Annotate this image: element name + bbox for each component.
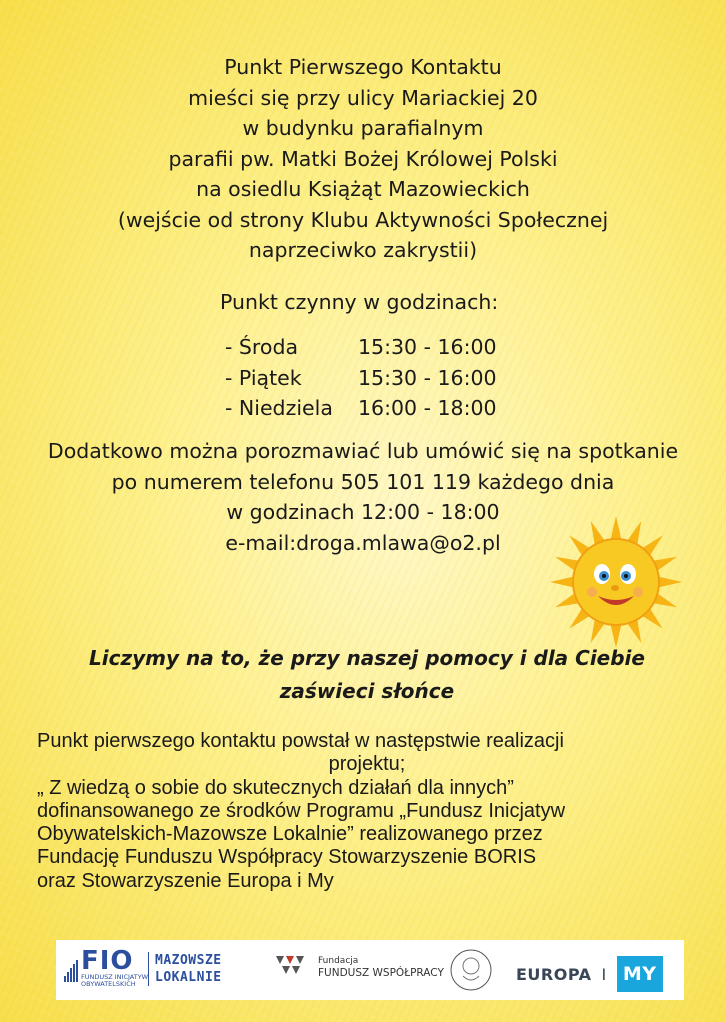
hours-day: - Środa: [225, 335, 299, 359]
my-badge: MY: [617, 956, 663, 992]
fio-bars-icon: [64, 954, 78, 982]
project-line: Punkt pierwszego kontaktu powstał w następstwie realizacji: [37, 730, 564, 752]
mazowsze-text: MAZOWSZE: [155, 953, 222, 968]
project-line: oraz Stowarzyszenie Europa i My: [37, 869, 334, 892]
mazowsze-lokalnie-logo: [148, 952, 222, 986]
project-info: [37, 730, 697, 893]
fws-line: FUNDUSZ WSPÓŁPRACY: [318, 967, 444, 979]
hours-row: [225, 363, 497, 394]
fio-subtitle: OBYWATELSKICH: [81, 980, 136, 988]
sponsor-logos-bar: [56, 940, 684, 1000]
hours-row: [225, 332, 497, 363]
slogan-line: Liczymy na to, że przy naszej pomocy i dla Ciebie: [89, 646, 645, 670]
contact-line: po numerem telefonu 505 101 119 każdego dnia: [111, 469, 615, 494]
address-line: Punkt Pierwszego Kontaktu: [224, 55, 502, 79]
address-line: w budynku parafialnym: [242, 116, 484, 140]
slogan-line: zaświeci słońce: [279, 679, 455, 703]
lokalnie-text: LOKALNIE: [155, 970, 222, 985]
boris-seal-icon: [448, 946, 494, 994]
hours-day: - Niedziela: [225, 396, 333, 420]
fio-mark: FIO: [81, 946, 134, 976]
address-line: naprzeciwko zakrystii): [248, 238, 478, 262]
europa-i-my-logo: [516, 956, 663, 992]
address-line: mieści się przy ulicy Mariackiej 20: [188, 85, 538, 110]
hours-time: 15:30 - 16:00: [358, 335, 497, 359]
address-line: na osiedlu Książąt Mazowieckich: [196, 177, 530, 201]
fio-logo: [64, 948, 148, 988]
project-line: „ Z wiedzą o sobie do skutecznych działań dla innych”: [37, 776, 514, 799]
contact-line: w godzinach 12:00 - 18:00: [226, 500, 500, 524]
hours-row: [225, 393, 497, 424]
contact-line: Dodatkowo można porozmawiać lub umówić się na spotkanie: [47, 439, 679, 463]
slogan: [0, 642, 726, 708]
hours-time: 15:30 - 16:00: [358, 365, 497, 390]
hours-title: Punkt czynny w godzinach:: [220, 290, 499, 314]
fio-subtitle: FUNDUSZ INICJATYW: [81, 973, 149, 981]
address-block: [0, 52, 726, 266]
fundusz-wspolpracy-logo: [274, 952, 444, 982]
contact-email: e-mail:droga.mlawa@o2.pl: [225, 530, 501, 555]
project-line: dofinansowanego ze środków Programu „Fundusz Inicjatyw: [37, 799, 566, 822]
hours-table: [225, 332, 497, 424]
project-line: Fundację Funduszu Współpracy Stowarzyszenie BORIS: [37, 846, 537, 869]
europa-text: EUROPA: [516, 964, 592, 984]
boris-logo: [448, 946, 494, 994]
project-line: Obywatelskich-Mazowsze Lokalnie” realizowanego przez: [37, 823, 543, 846]
hours-time: 16:00 - 18:00: [358, 396, 497, 420]
hours-day: - Piątek: [225, 365, 302, 390]
europa-separator: I: [601, 964, 607, 984]
project-line: projektu;: [328, 753, 406, 776]
smiling-sun-icon: [548, 514, 684, 650]
fws-line: Fundacja: [318, 956, 359, 966]
address-line: parafii pw. Matki Bożej Królowej Polski: [168, 146, 558, 171]
fws-mark-icon: [274, 952, 312, 982]
address-line: (wejście od strony Klubu Aktywności Społecznej: [117, 207, 609, 232]
